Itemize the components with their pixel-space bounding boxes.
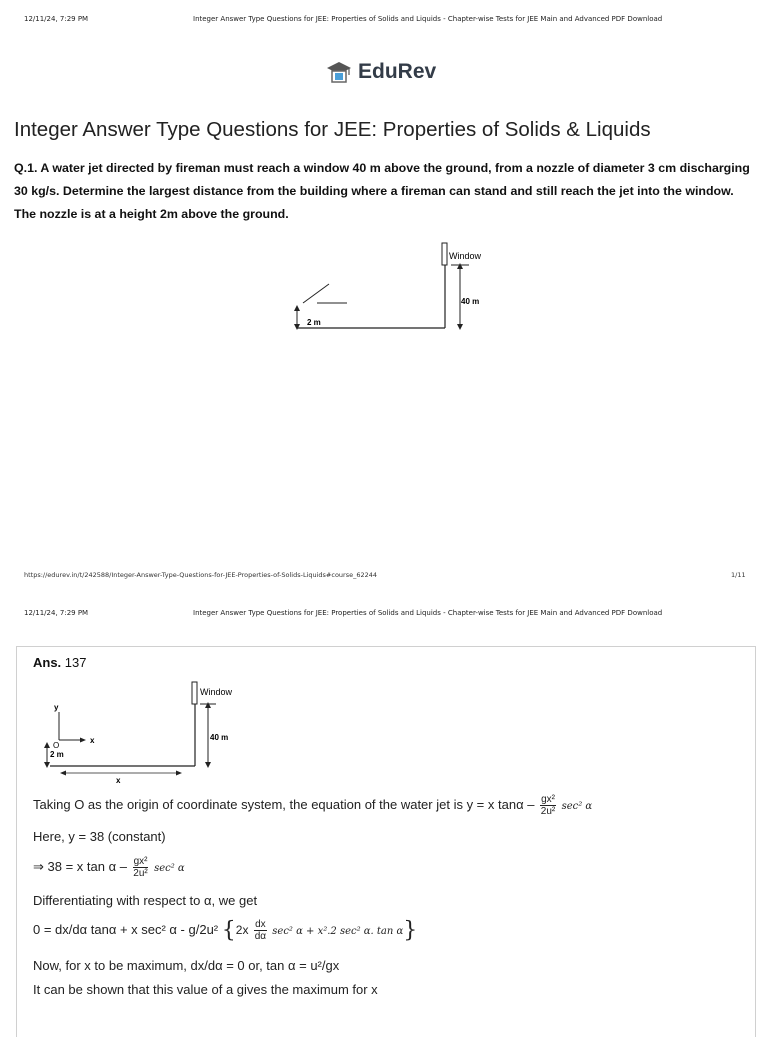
line1-text: Taking O as the origin of coordinate system, the equation of the water jet is y = x tanα – — [33, 796, 535, 812]
fraction-5-den: dα — [254, 931, 267, 942]
height-label: 40 m — [461, 297, 480, 306]
question-diagram — [285, 235, 495, 335]
y-axis-label: y — [54, 703, 59, 712]
fraction-1-den: 2u² — [540, 806, 556, 817]
window-label: Window — [449, 251, 482, 261]
footer-url[interactable]: https://edurev.in/t/242588/Integer-Answer-Type-Questions-for-JEE-Properties-of-Solids-Liquids#course_62244 — [24, 571, 378, 579]
solution-line-5 — [33, 918, 417, 943]
fraction-5-num: dx — [255, 919, 266, 930]
print-page-title: Integer Answer Type Questions for JEE: Properties of Solids and Liquids - Chapter-wise Tests for JEE Main and Advanced PDF Download — [193, 15, 663, 23]
graduation-cap-icon — [326, 60, 352, 84]
fraction-1-num: gx² — [541, 794, 555, 805]
answer-diagram — [40, 678, 240, 786]
solution-line-1 — [33, 794, 592, 817]
edurev-logo[interactable] — [326, 60, 436, 84]
line5-inner-post: sec² α + x².2 sec² α. tan α — [272, 925, 404, 937]
fraction-3-num: gx² — [133, 856, 148, 867]
line5-text: 0 = dx/dα tanα + x sec² α - g/2u² — [33, 921, 219, 937]
print-timestamp-2: 12/11/24, 7:29 PM — [24, 609, 89, 617]
solution-line-7: It can be shown that this value of a gives the maximum for x — [33, 982, 378, 997]
solution-line-4: Differentiating with respect to α, we get — [33, 893, 258, 908]
footer-page-number: 1/11 — [731, 571, 746, 579]
line5-inner-pre: 2x — [235, 922, 249, 937]
fraction-3-den: 2u² — [133, 868, 148, 879]
print-timestamp: 12/11/24, 7:29 PM — [24, 15, 89, 23]
height-label-2: 40 m — [210, 733, 229, 742]
solution-line-2: Here, y = 38 (constant) — [33, 829, 166, 844]
logo-text: EduRev — [358, 60, 437, 83]
distance-label: x — [116, 776, 121, 785]
answer-label: Ans. — [33, 655, 62, 670]
fraction-3 — [133, 856, 149, 879]
line3-text: ⇒ 38 = x tan α – — [33, 858, 127, 874]
fraction-1 — [540, 794, 556, 817]
print-page-title-2: Integer Answer Type Questions for JEE: Properties of Solids and Liquids - Chapter-wise Tests for JEE Main and Advanced PDF Download — [193, 609, 663, 617]
solution-line-6: Now, for x to be maximum, dx/dα = 0 or, tan α = u²/gx — [33, 958, 340, 973]
line3-tail: sec² α — [154, 862, 185, 874]
solution-line-3 — [33, 856, 185, 879]
answer-value: 137 — [64, 655, 87, 670]
window-label-2: Window — [200, 687, 233, 697]
close-brace: } — [403, 918, 418, 943]
question-text: Q.1. A water jet directed by fireman must reach a window 40 m above the ground, from a nozzle of diameter 3 cm discharging 30 kg/s. Determine the largest distance from the building where a fireman can stand and still reach the jet into the window. The nozzle is at a height 2m above the ground. — [14, 161, 750, 221]
nozzle-height-label-2: 2 m — [50, 750, 64, 759]
nozzle-height-label: 2 m — [307, 318, 321, 327]
fraction-5 — [254, 919, 267, 942]
x-axis-label: x — [90, 736, 95, 745]
answer-line — [33, 655, 87, 670]
page-title: Integer Answer Type Questions for JEE: Properties of Solids & Liquids — [14, 118, 651, 141]
open-brace: { — [221, 918, 236, 943]
line1-tail: sec² α — [561, 800, 593, 812]
origin-label: O — [53, 741, 60, 750]
